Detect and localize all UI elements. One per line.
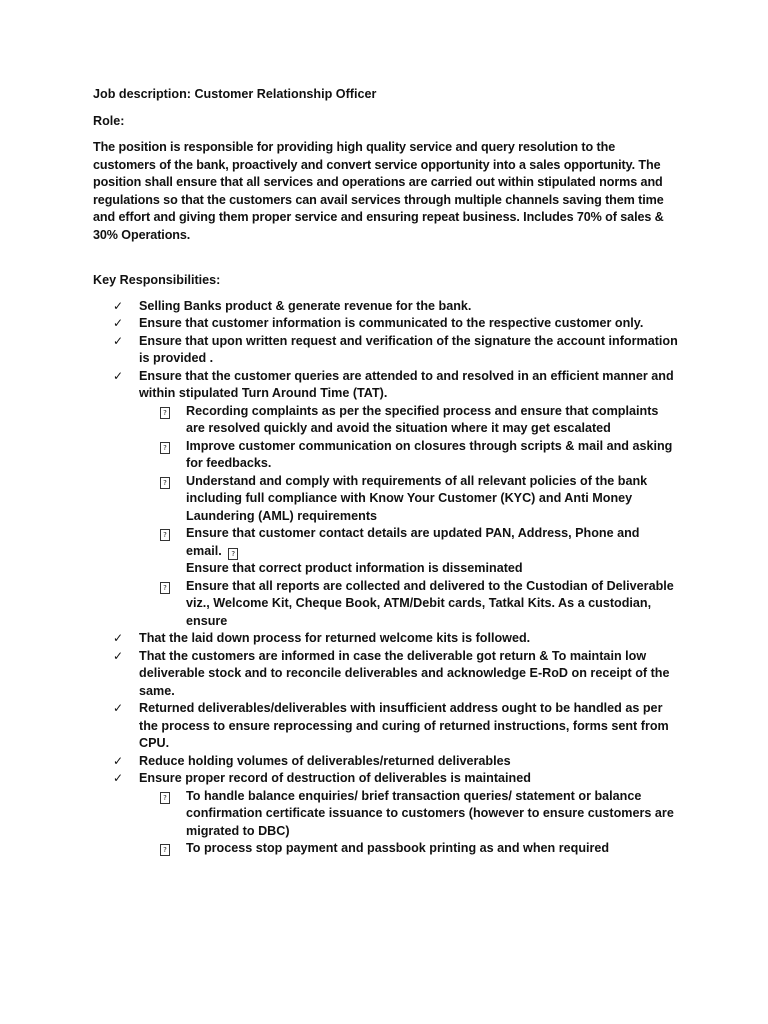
- missing-glyph-icon: ?: [160, 442, 170, 454]
- missing-glyph-icon: ?: [160, 529, 170, 541]
- list-item-text: Ensure proper record of destruction of deliverables is maintained: [139, 771, 531, 785]
- checkmark-icon: ✓: [113, 771, 124, 785]
- sub-list-item: [93, 473, 678, 526]
- sub-list-item: [93, 403, 678, 438]
- list-item: [93, 315, 678, 333]
- sub-list-item: [93, 578, 678, 631]
- list-item-text: Selling Banks product & generate revenue for the bank.: [139, 298, 472, 313]
- role-paragraph: The position is responsible for providing high quality service and query resolution to the customers of the bank, proactively and convert service opportunity into a sales opportunity. The position shall ensure that all services and operations are carried out within stipulated norms and regulations so that the customers can avail services through multiple channels saving them time and effort and giving them proper service and ensuring repeat business. Includes 70% of sales & 30% Operations.: [93, 140, 664, 242]
- sub-list-item: [93, 438, 678, 473]
- missing-glyph-icon: ?: [228, 548, 238, 560]
- responsibilities-list: [93, 298, 678, 403]
- checkmark-icon: ✓: [113, 631, 124, 645]
- checkmark-icon: ✓: [113, 648, 124, 663]
- sub-list-queries: [93, 403, 678, 631]
- list-item-text: Reduce holding volumes of deliverables/returned deliverables: [139, 753, 511, 768]
- list-item-text: Ensure that upon written request and verification of the signature the account information is provided .: [139, 333, 678, 365]
- list-item-text: That the laid down process for returned welcome kits is followed.: [139, 631, 531, 645]
- sub-list-item-text: Ensure that customer contact details are updated PAN, Address, Phone and email.: [186, 526, 640, 558]
- key-responsibilities-heading: Key Responsibilities:: [93, 273, 221, 287]
- list-item: [93, 630, 678, 648]
- sub-list-item-continuation: Ensure that correct product information is disseminated: [186, 561, 523, 575]
- sub-list-item: [93, 840, 678, 858]
- list-item: [93, 368, 678, 403]
- page-title: Job description: Customer Relationship Officer: [93, 87, 377, 101]
- sub-list-item-text: Ensure that all reports are collected and delivered to the Custodian of Deliverable viz., Welcome Kit, Cheque Book, ATM/Debit cards, Tatkal Kits. As a custodian, ensure: [186, 578, 674, 628]
- list-item: [93, 700, 678, 753]
- checkmark-icon: ✓: [113, 753, 124, 768]
- sub-list-deliverables: [93, 788, 678, 858]
- list-item: [93, 753, 678, 771]
- checkmark-icon: ✓: [113, 316, 124, 330]
- sub-list-item-text: Improve customer communication on closures through scripts & mail and asking for feedbacks.: [186, 438, 673, 470]
- sub-list-item-text: To handle balance enquiries/ brief transaction queries/ statement or balance confirmation certificate issuance to customers (however to ensure customers are migrated to DBC): [186, 788, 674, 838]
- missing-glyph-icon: ?: [160, 407, 170, 419]
- list-item-text: Returned deliverables/deliverables with insufficient address ought to be handled as per the process to ensure reprocessing and curing of returned instructions, forms sent from CPU.: [139, 701, 669, 750]
- sub-list-item-text: Understand and comply with requirements of all relevant policies of the bank including full compliance with Know Your Customer (KYC) and Anti Money Laundering (AML) requirements: [186, 473, 648, 523]
- list-item-text: That the customers are informed in case the deliverable got return & To maintain low deliverable stock and to reconcile deliverables and acknowledge E-RoD on receipt of the same.: [139, 648, 670, 698]
- list-item: [93, 298, 678, 316]
- checkmark-icon: ✓: [113, 298, 124, 313]
- list-item-text: Ensure that the customer queries are attended to and resolved in an efficient manner and within stipulated Turn Around Time (TAT).: [139, 368, 674, 400]
- missing-glyph-icon: ?: [160, 582, 170, 594]
- list-item-text: Ensure that customer information is communicated to the respective customer only.: [139, 316, 644, 330]
- missing-glyph-icon: ?: [160, 477, 170, 489]
- sub-list-item-text: Recording complaints as per the specified process and ensure that complaints are resolved quickly and avoid the situation where it may get escalated: [186, 403, 659, 435]
- checkmark-icon: ✓: [113, 701, 124, 715]
- responsibilities-list-continued: [93, 630, 678, 788]
- checkmark-icon: ✓: [113, 368, 124, 383]
- missing-glyph-icon: ?: [160, 792, 170, 804]
- list-item: [93, 770, 678, 788]
- document-body: [93, 86, 678, 858]
- list-item: [93, 648, 678, 701]
- sub-list-item-text: To process stop payment and passbook printing as and when required: [186, 841, 610, 855]
- checkmark-icon: ✓: [113, 333, 124, 348]
- sub-list-item: [93, 788, 678, 841]
- sub-list-item: [93, 525, 678, 578]
- role-heading: Role:: [93, 113, 125, 128]
- missing-glyph-icon: ?: [160, 844, 170, 856]
- list-item: [93, 333, 678, 368]
